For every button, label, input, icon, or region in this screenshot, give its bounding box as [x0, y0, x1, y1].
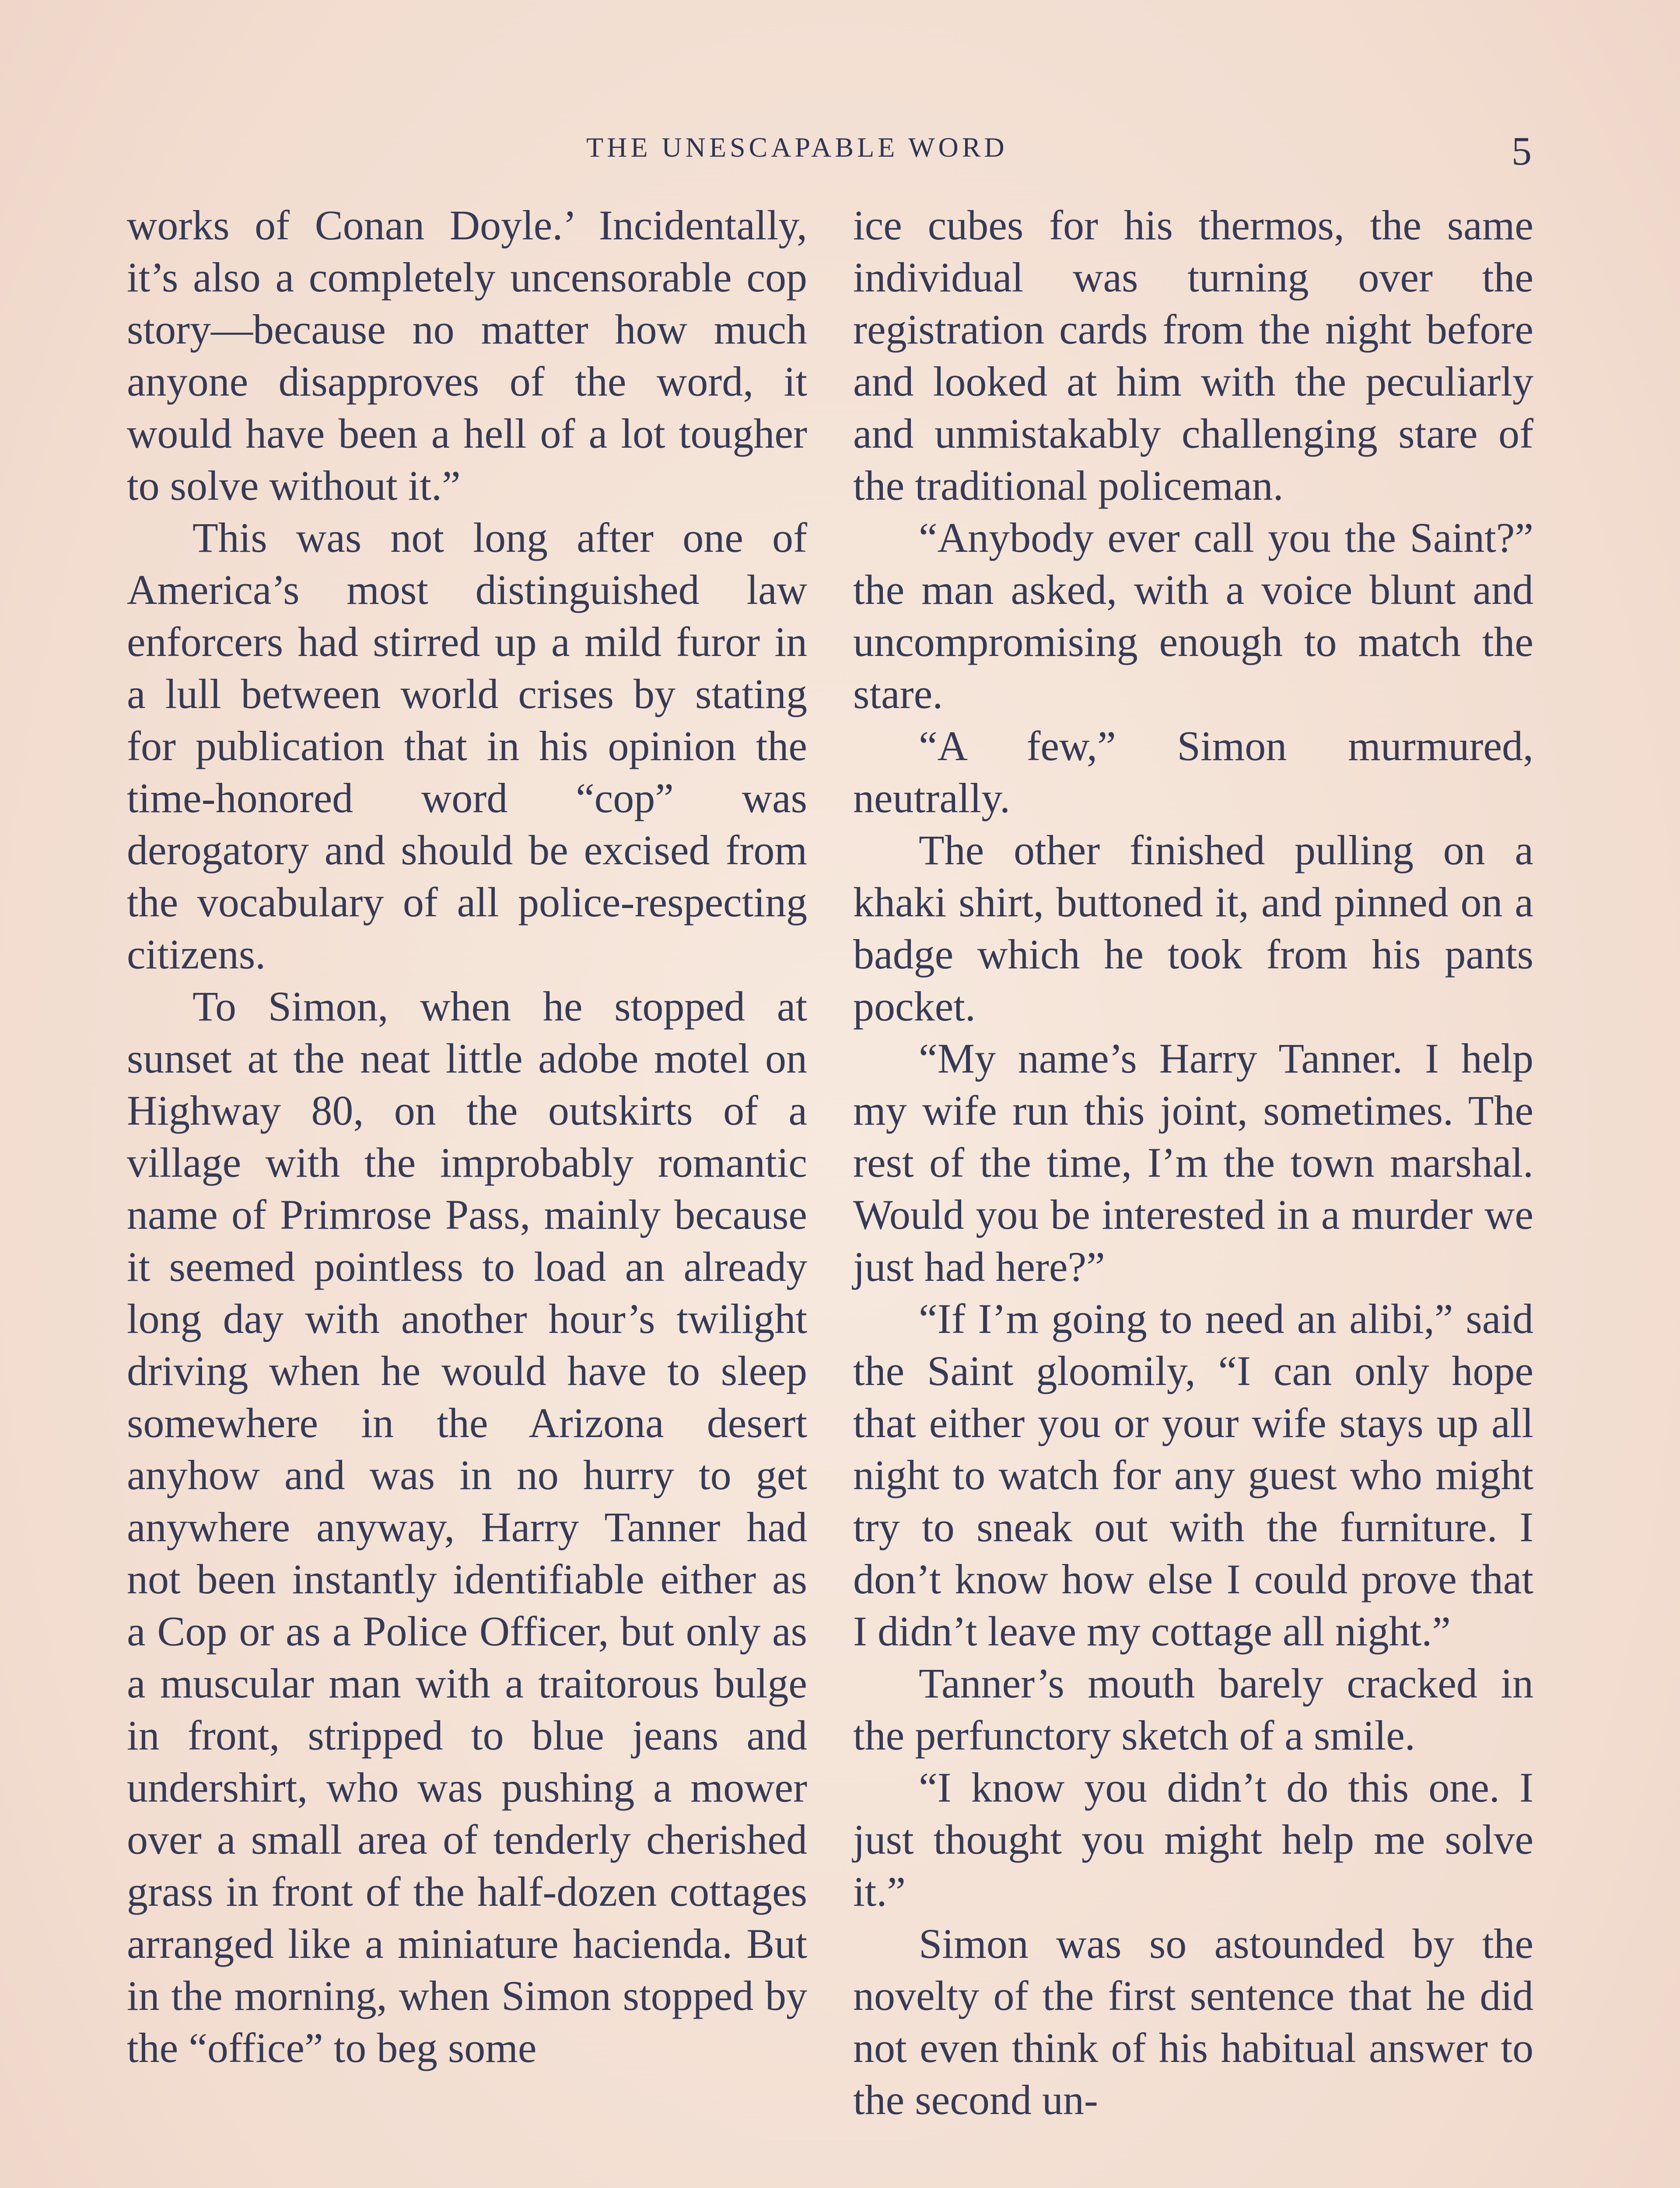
paragraph: To Simon, when he stopped at sunset at the neat little adobe motel on Highway 80, on the outskirts of a village with the improbably romantic name of Primrose Pass, mainly because it seemed pointless to load an already long day with another hour’s twilight driving when he would have to sleep somewhere in the Arizona desert anyhow and was in no hurry to get anywhere anyway, Harry Tanner had not been instantly identifiable either as a Cop or as a Police Officer, but only as a muscular man with a traitorous bulge in front, stripped to blue jeans and undershirt, who was pushing a mower over a small area of tenderly cherished grass in front of the half-dozen cottages arranged like a miniature hacienda. But in the morning, when Simon stopped by the “office” to beg some — [127, 983, 807, 2071]
page-number: 5 — [1512, 129, 1532, 173]
paragraph: ice cubes for his thermos, the same individual was turning over the registration cards from the night before and looked at him with the peculiarly and unmistakably challenging stare of the traditional policeman. — [853, 202, 1533, 509]
running-title: THE UNESCAPABLE WORD — [586, 132, 1008, 163]
paragraph: The other finished pulling on a khaki shirt, buttoned it, and pinned on a badge which he took from his pants pocket. — [853, 827, 1533, 1030]
text-column-right — [853, 199, 1533, 2126]
paragraph: works of Conan Doyle.’ Incidentally, it’s also a completely uncensorable cop story—because no matter how much anyone disapproves of the word, it would have been a hell of a lot tougher to solve without it.” — [127, 202, 807, 509]
paragraph: “If I’m going to need an alibi,” said the Saint gloomily, “I can only hope that either you or your wife stays up all night to watch for any guest who might try to sneak out with the furniture. I don’t know how else I could prove that I didn’t leave my cottage all night.” — [853, 1295, 1533, 1655]
paragraph: “My name’s Harry Tanner. I help my wife run this joint, sometimes. The rest of the time, I’m the town marshal. Would you be interested in a murder we just had here?” — [853, 1035, 1533, 1290]
paragraph: Tanner’s mouth barely cracked in the perfunctory sketch of a smile. — [853, 1660, 1533, 1759]
paragraph: “Anybody ever call you the Saint?” the man asked, with a voice blunt and uncompromising enough to match the stare. — [853, 514, 1533, 717]
paragraph: This was not long after one of America’s most distinguished law enforcers had stirred up a mild furor in a lull between world crises by stating for publication that in his opinion the time-honored word “cop” was derogatory and should be excised from the vocabulary of all police-respecting citizens. — [127, 514, 807, 978]
paragraph: “I know you didn’t do this one. I just thought you might help me solve it.” — [853, 1764, 1533, 1915]
text-column-left — [127, 199, 807, 2074]
paragraph: Simon was so astounded by the novelty of the first sentence that he did not even think of his habitual answer to the second un- — [853, 1920, 1533, 2123]
paragraph: “A few,” Simon murmured, neutrally. — [853, 722, 1533, 821]
